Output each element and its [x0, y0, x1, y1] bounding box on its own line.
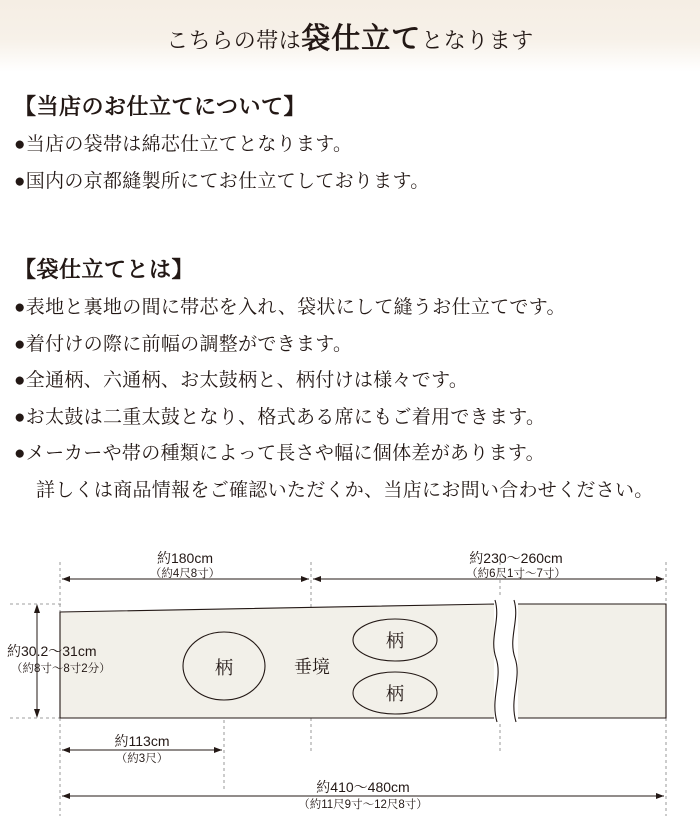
- section-note: 詳しくは商品情報をご確認いただくか、当店にお問い合わせください。: [36, 479, 654, 501]
- dimension-top-left: [62, 550, 309, 582]
- dim-top-right-sub: （約6尺1寸〜7寸）: [466, 568, 566, 580]
- obi-body: [60, 598, 666, 724]
- bullet-item: ●メーカーや帯の種類によって長さや幅に個体差があります。: [14, 443, 545, 465]
- page-banner: [0, 0, 700, 72]
- dim-left-main: 約30.2〜31cm: [7, 643, 97, 659]
- banner-prefix: こちらの帯は: [166, 27, 302, 53]
- pattern-oval-bottom-label: 柄: [386, 684, 404, 704]
- section-heading-1: 【当店のお仕立てについて】: [14, 94, 307, 119]
- obi-diagram: [0, 528, 700, 840]
- dim-bottom-left-sub: （約3尺）: [115, 753, 169, 765]
- dimension-bottom-total: [62, 779, 664, 811]
- bullet-item: ●着付けの際に前幅の調整ができます。: [14, 333, 353, 355]
- dim-top-left-main: 約180cm: [156, 550, 214, 566]
- boundary-label: 垂境: [294, 657, 330, 677]
- bullet-item: ●全通柄、六通柄、お太鼓柄と、柄付けは様々です。: [14, 370, 469, 392]
- document-content: [0, 90, 700, 504]
- dim-top-right-main: 約230〜260cm: [469, 550, 563, 566]
- pattern-circle-label: 柄: [215, 658, 233, 678]
- dim-left-sub: （約8寸〜8寸2分）: [11, 663, 111, 675]
- bullet-item: ●当店の袋帯は綿芯仕立てとなります。: [14, 134, 353, 155]
- banner-emphasis: 袋仕立て: [301, 22, 422, 55]
- dim-top-left-sub: （約4尺8寸）: [149, 568, 221, 580]
- bullet-item: ●国内の京都縫製所にてお仕立てしております。: [14, 170, 430, 192]
- dim-bottom-total-main: 約410〜480cm: [316, 779, 410, 795]
- banner-title: [166, 16, 534, 57]
- dimension-top-right: [313, 550, 664, 582]
- banner-suffix: となります: [421, 27, 534, 53]
- dimension-bottom-left: [62, 733, 222, 765]
- pattern-oval-top-label: 柄: [386, 631, 404, 651]
- section-heading-2: 【袋仕立てとは】: [14, 257, 195, 283]
- dim-bottom-total-sub: （約11尺9寸〜12尺8寸）: [298, 799, 428, 811]
- bullet-item: ●お太鼓は二重太鼓となり、格式ある席にもご着用できます。: [14, 406, 546, 428]
- bullet-item: ●表地と裏地の間に帯芯を入れ、袋状にして縫うお仕立てです。: [14, 297, 566, 319]
- dim-bottom-left-main: 約113cm: [114, 733, 170, 749]
